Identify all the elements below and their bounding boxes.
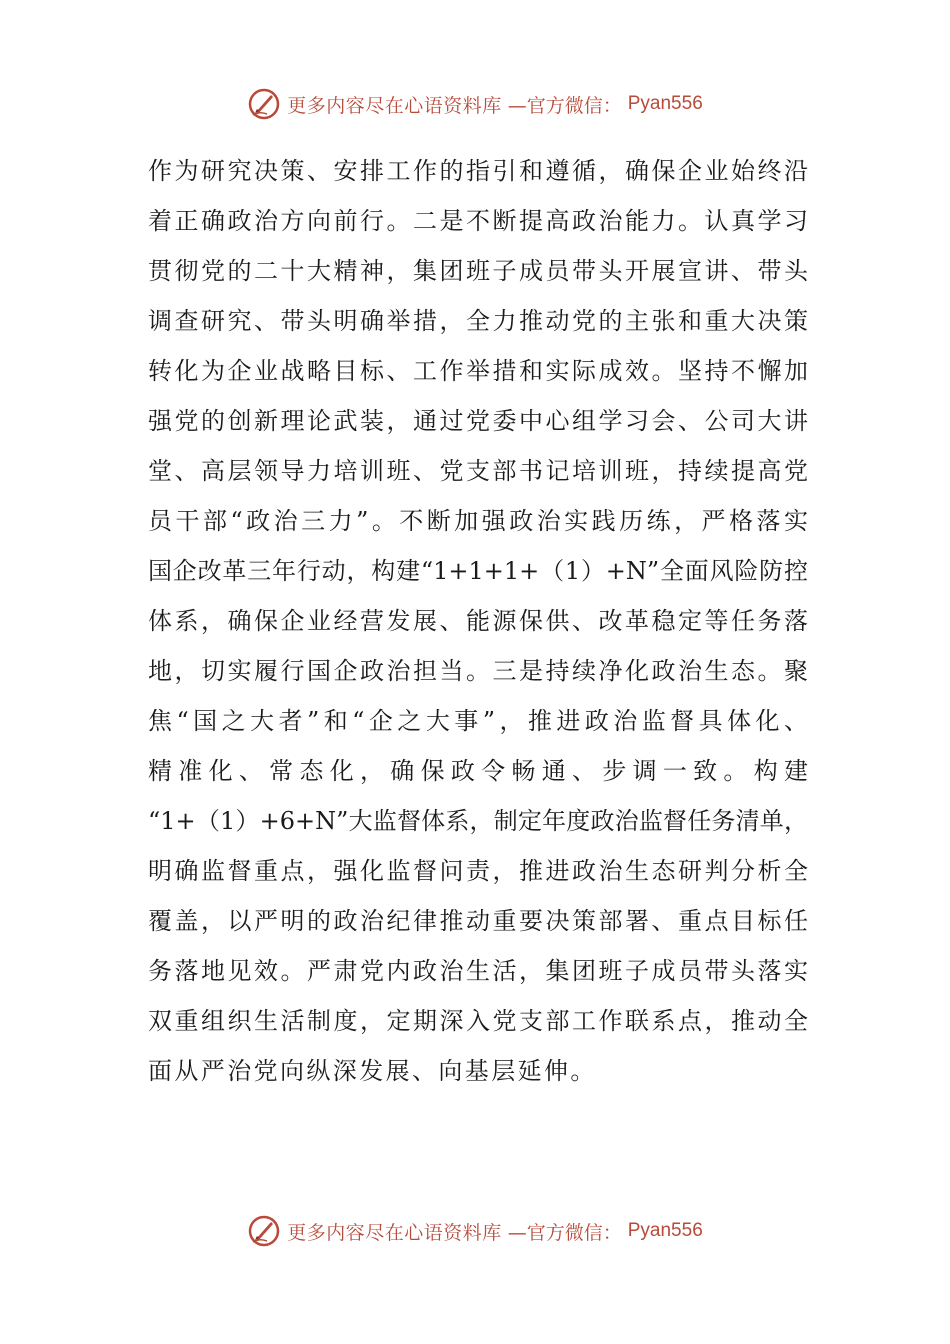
watermark-separator: —官方微信：	[507, 1221, 622, 1244]
body-line: 双重组织生活制度，定期深入党支部工作联系点，推动全	[148, 1007, 808, 1035]
watermark-text: 更多内容尽在心语资料库	[287, 94, 502, 117]
body-line: 体系，确保企业经营发展、能源保供、改革稳定等任务落	[148, 607, 808, 635]
body-line: 调查研究、带头明确举措，全力推动党的主张和重大决策	[148, 307, 808, 335]
body-line: 作为研究决策、安排工作的指引和遵循，确保企业始终沿	[148, 157, 808, 185]
body-line: 务落地见效。严肃党内政治生活，集团班子成员带头落实	[148, 957, 808, 985]
header-watermark	[0, 84, 950, 124]
watermark-text: 更多内容尽在心语资料库	[287, 1221, 502, 1244]
watermark-wechat-id: Pyan556	[627, 1220, 703, 1241]
body-line: 堂、高层领导力培训班、党支部书记培训班，持续提高党	[148, 457, 808, 485]
watermark-separator: —官方微信：	[507, 94, 622, 117]
watermark-wechat-id: Pyan556	[627, 93, 703, 114]
document-body	[148, 148, 808, 1098]
body-line: 覆盖，以严明的政治纪律推动重要决策部署、重点目标任	[148, 907, 808, 935]
body-line-last: 面从严治党向纵深发展、向基层延伸。	[148, 1057, 597, 1085]
quill-logo-icon	[247, 1214, 281, 1248]
quill-logo-icon	[247, 87, 281, 121]
body-line: 焦“国之大者”和“企之大事”，推进政治监督具体化、	[148, 707, 808, 735]
body-line: 精准化、常态化，确保政令畅通、步调一致。构建	[148, 757, 808, 785]
body-line: 着正确政治方向前行。二是不断提高政治能力。认真学习	[148, 207, 808, 235]
body-line: 贯彻党的二十大精神，集团班子成员带头开展宣讲、带头	[148, 257, 808, 285]
footer-watermark	[0, 1211, 950, 1251]
body-line: 转化为企业战略目标、工作举措和实际成效。坚持不懈加	[148, 357, 808, 385]
body-line: “1+（1）+6+N”大监督体系，制定年度政治监督任务清单，	[148, 807, 808, 835]
body-line: 强党的创新理论武装，通过党委中心组学习会、公司大讲	[148, 407, 808, 435]
body-line: 明确监督重点，强化监督问责，推进政治生态研判分析全	[148, 857, 808, 885]
body-line: 国企改革三年行动，构建“1+1+1+（1）+N”全面风险防控	[148, 557, 808, 585]
body-line: 地，切实履行国企政治担当。三是持续净化政治生态。聚	[148, 657, 808, 685]
body-line: 员干部“政治三力”。不断加强政治实践历练，严格落实	[148, 507, 808, 535]
